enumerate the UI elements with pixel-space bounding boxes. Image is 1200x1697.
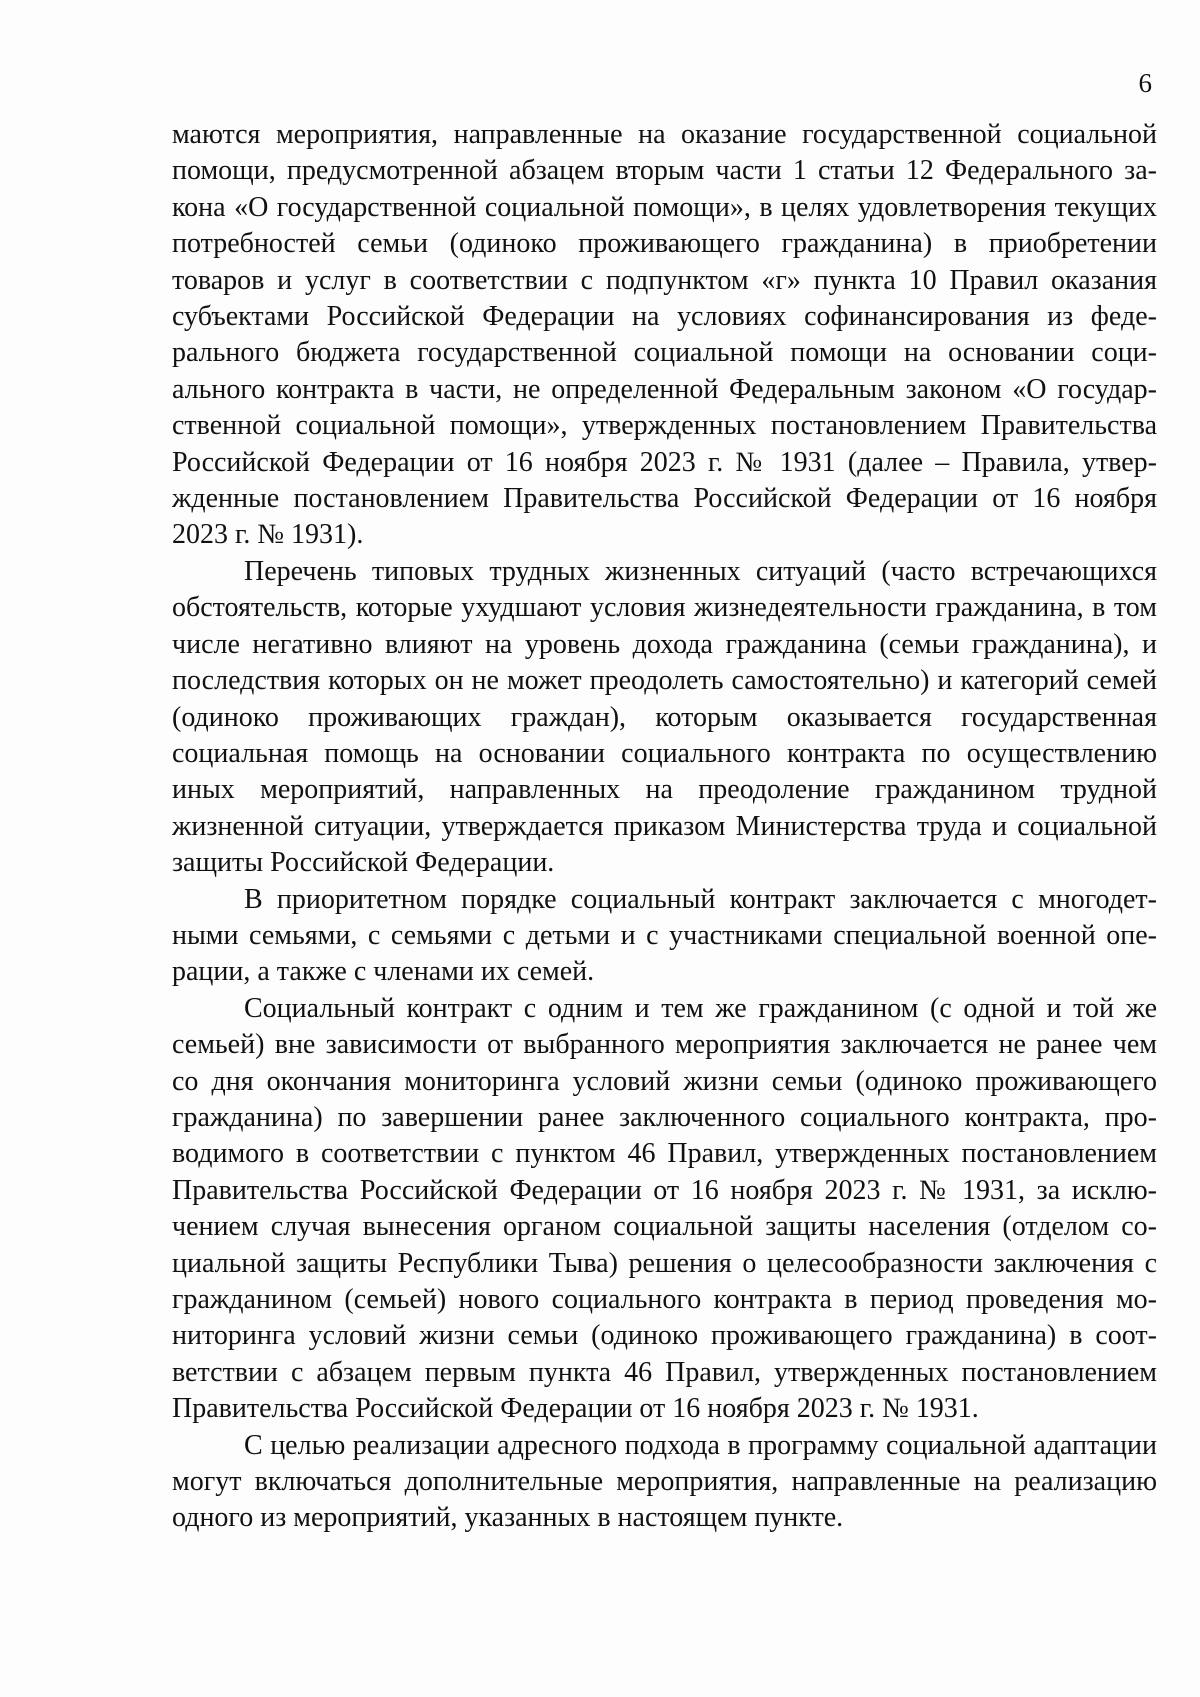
paragraph-additional-measures: С целью реализации адресного подхода в программу социальной адаптации могут включаться дополнительные мероприятия, направленные на реализацию одного из мероприятий, указанных в настоящем пункте. (172, 1429, 1157, 1534)
page-number: 6 (1138, 68, 1152, 98)
document-body (172, 117, 1157, 1537)
paragraph-continuation: маются мероприятия, направленные на оказание государственной социальной помощи, предусмотренной абзацем вторым части 1 статьи 12 Федерального закона «О государственной социальной помощи», в целях удовлетворения текущих потребностей семьи (одиноко проживающего гражданина) в приобретении товаров и услуг в соответствии с подпунктом «г» пункта 10 Правил оказания субъектами Российской Федерации на условиях софинансирования из федерального бюджета государственной социальной помощи на основании социального контракта в части, не определенной Федеральным законом «О государственной социальной помощи», утвержденных постановлением Правительства Российской Федерации от 16 ноября 2023 г. № 1931 (далее – Правила, утвержденные постановлением Правительства Российской Федерации от 16 ноября 2023 г. № 1931). (172, 119, 1157, 551)
paragraph-priority-order: В приоритетном порядке социальный контракт заключается с многодетными семьями, с семьями с детьми и с участниками специальной военной операции, а также с членами их семей. (172, 883, 1157, 988)
paragraph-repeat-contract: Социальный контракт с одним и тем же гражданином (с одной и той же семьей) вне зависимости от выбранного мероприятия заключается не ранее чем со дня окончания мониторинга условий жизни семьи (одиноко проживающего гражданина) по завершении ранее заключенного социального контракта, проводимого в соответствии с пунктом 46 Правил, утвержденных постановлением Правительства Российской Федерации от 16 ноября 2023 г. № 1931, за исключением случая вынесения органом социальной защиты населения (отделом социальной защиты Республики Тыва) решения о целесообразности заключения с гражданином (семьей) нового социального контракта в период проведения мониторинга условий жизни семьи (одиноко проживающего гражданина) в соответствии с абзацем первым пункта 46 Правил, утвержденных постановлением Правительства Российской Федерации от 16 ноября 2023 г. № 1931. (172, 992, 1157, 1425)
paragraph-typical-situations: Перечень типовых трудных жизненных ситуаций (часто встречающихся обстоятельств, которые ухудшают условия жизнедеятельности гражданина, в том числе негативно влияют на уровень дохода гражданина (семьи гражданина), и последствия которых он не может преодолеть самостоятельно) и категорий семей (одиноко проживающих граждан), которым оказывается государственная социальная помощь на основании социального контракта по осуществлению иных мероприятий, направленных на преодоление гражданином трудной жизненной ситуации, утверждается приказом Министерства труда и социальной защиты Российской Федерации. (172, 555, 1157, 879)
